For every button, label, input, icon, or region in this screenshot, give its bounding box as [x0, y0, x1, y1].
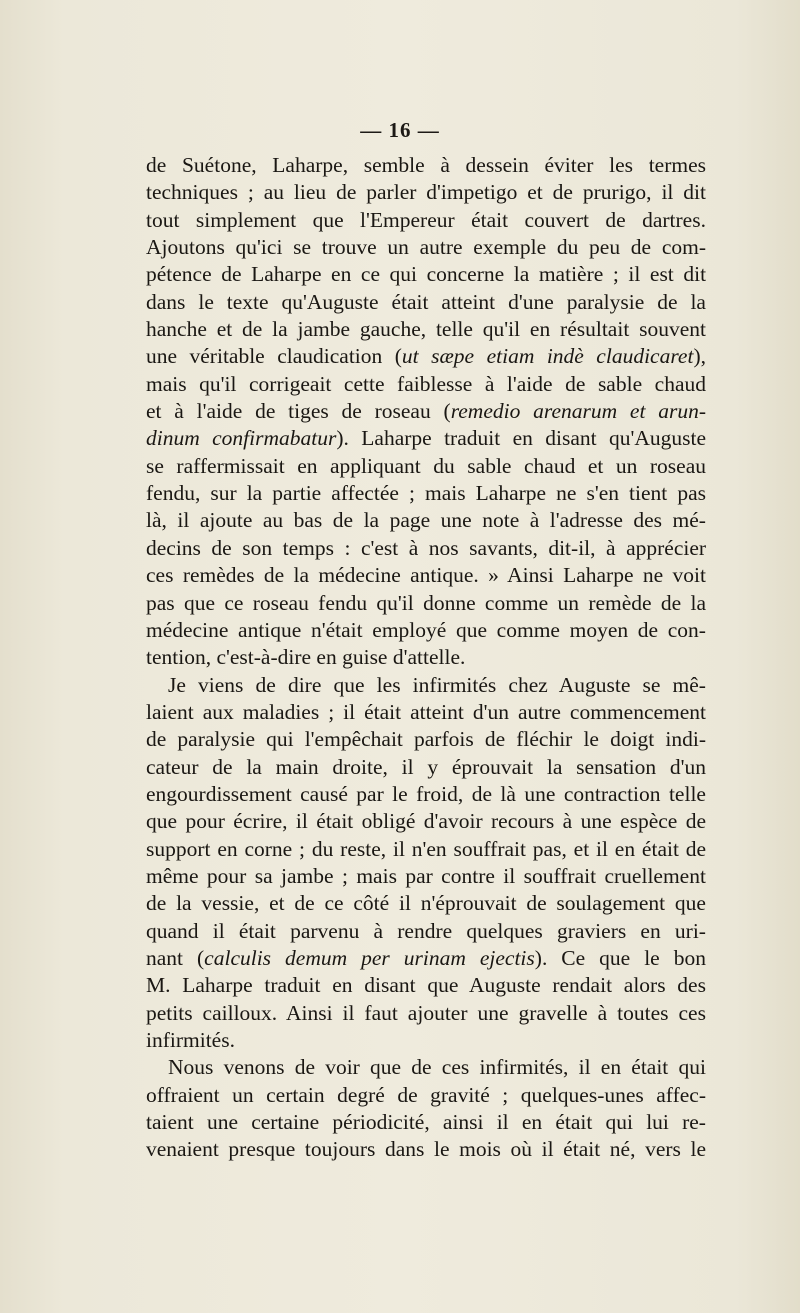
text-line: tout simplement que l'Empereur était couvert de dartres.	[146, 207, 706, 232]
text-line: dans le texte qu'Auguste était atteint d'une paralysie de la	[146, 289, 706, 314]
text-line: support en corne ; du reste, il n'en souffrait pas, et il en était de	[146, 836, 707, 861]
text-line: de paralysie qui l'empêchait parfois de fléchir le doigt indi-	[146, 727, 707, 752]
text-line: Je viens de dire que les infirmités chez Auguste se mê-	[168, 672, 706, 697]
text-line: de la vessie, et de ce côté il n'éprouvait de soulagement que	[146, 891, 706, 916]
text-line: dinum confirmabatur). Laharpe traduit en disant qu'Auguste	[146, 426, 706, 451]
text-line: laient aux maladies ; il était atteint d'un autre commencement	[146, 699, 707, 724]
text-line: fendu, sur la partie affectée ; mais Laharpe ne s'en tient pas	[146, 481, 706, 506]
text-line: infirmités.	[146, 1028, 235, 1052]
text-line: là, il ajoute au bas de la page une note à l'adresse des mé-	[146, 508, 706, 533]
latin-quote: dinum confirmabatur	[146, 426, 337, 451]
text-line: venaient presque toujours dans le mois où il était né, vers le	[146, 1137, 707, 1162]
text-line: que pour écrire, il était obligé d'avoir recours à une espèce de	[146, 809, 707, 834]
text-line: cateur de la main droite, il y éprouvait la sensation d'un	[146, 754, 707, 779]
text-line: médecine antique n'était employé que comme moyen de con-	[146, 617, 706, 642]
text-line: offraient un certain degré de gravité ; quelques-unes affec-	[146, 1082, 706, 1107]
text-line: taient une certaine périodicité, ainsi il en était qui lui re-	[146, 1110, 706, 1135]
text-line: et à l'aide de tiges de roseau (remedio arenarum et arun-	[146, 399, 706, 424]
text-line: Ajoutons qu'ici se trouve un autre exemple du peu de com-	[146, 235, 706, 260]
text-line: petits cailloux. Ainsi il faut ajouter une gravelle à toutes ces	[146, 1000, 706, 1025]
latin-quote: calculis demum per urinam ejectis	[204, 945, 535, 970]
text-line: hanche et de la jambe gauche, telle qu'il en résultait souvent	[146, 317, 706, 342]
text-line: M. Laharpe traduit en disant que Auguste rendait alors des	[146, 973, 706, 998]
text-line: même pour sa jambe ; mais par contre il souffrait cruellement	[146, 863, 706, 888]
text-line: une véritable claudication (ut sæpe etiam indè claudicaret),	[146, 344, 706, 369]
text-line: de Suétone, Laharpe, semble à dessein éviter les termes	[146, 153, 706, 177]
text-line: se raffermissait en appliquant du sable chaud et un roseau	[146, 453, 706, 478]
text-line: techniques ; au lieu de parler d'impetigo et de prurigo, il dit	[146, 180, 707, 205]
text-line: pas que ce roseau fendu qu'il donne comme un remède de la	[146, 590, 707, 615]
body-text	[146, 152, 706, 1164]
latin-quote: ut sæpe etiam indè claudicaret	[401, 344, 694, 369]
text-line: ces remèdes de la médecine antique. » Ainsi Laharpe ne voit	[146, 563, 706, 588]
text-line: pétence de Laharpe en ce qui concerne la matière ; il est dit	[146, 262, 707, 287]
text-line: tention, c'est-à-dire en guise d'attelle.	[146, 645, 466, 670]
text-line: engourdissement causé par le froid, de là une contraction telle	[146, 781, 706, 806]
page-number: — 16 —	[360, 118, 440, 142]
latin-quote: remedio arenarum et arun-	[450, 399, 706, 424]
text-line: quand il était parvenu à rendre quelques graviers en uri-	[146, 918, 706, 943]
text-line: decins de son temps : c'est à nos savants, dit-il, à apprécier	[146, 535, 707, 560]
text-line: mais qu'il corrigeait cette faiblesse à l'aide de sable chaud	[146, 371, 706, 396]
text-line: nant (calculis demum per urinam ejectis). Ce que le bon	[146, 945, 706, 970]
text-line: Nous venons de voir que de ces infirmités, il en était qui	[168, 1055, 706, 1080]
